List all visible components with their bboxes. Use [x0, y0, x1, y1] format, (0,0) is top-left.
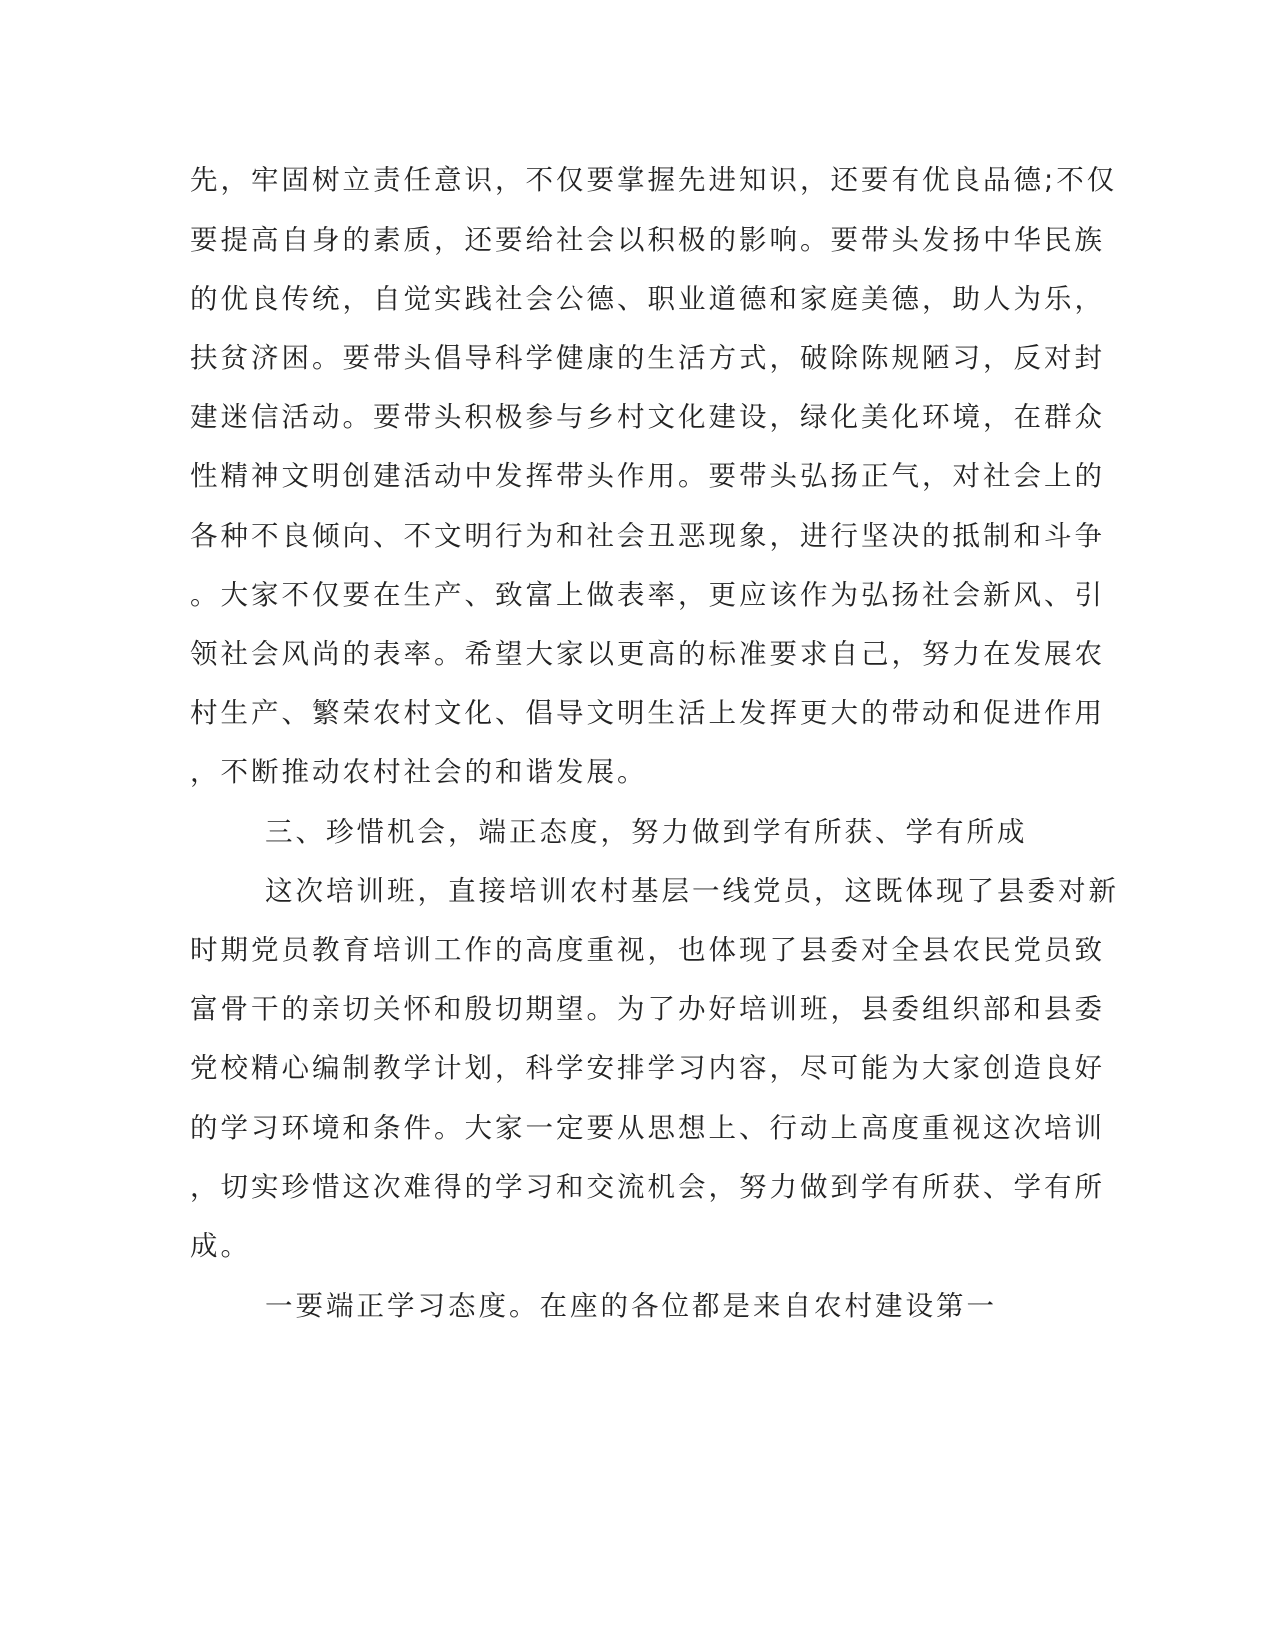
- text-line: 时期党员教育培训工作的高度重视，也体现了县委对全县农民党员致: [190, 934, 1105, 966]
- text-line: 要提高自身的素质，还要给社会以积极的影响。要带头发扬中华民族: [190, 224, 1105, 256]
- text-line: 村生产、繁荣农村文化、倡导文明生活上发挥更大的带动和促进作用: [190, 697, 1105, 729]
- text-line: 成。: [190, 1230, 251, 1262]
- text-line: 的学习环境和条件。大家一定要从思想上、行动上高度重视这次培训: [190, 1112, 1105, 1144]
- text-line: 这次培训班，直接培训农村基层一线党员，这既体现了县委对新: [265, 875, 1119, 907]
- text-line: 扶贫济困。要带头倡导科学健康的生活方式，破除陈规陋习，反对封: [190, 342, 1105, 374]
- text-line: 先，牢固树立责任意识，不仅要掌握先进知识，还要有优良品德;不仅: [190, 164, 1118, 196]
- text-line: 一要端正学习态度。在座的各位都是来自农村建设第一: [265, 1290, 997, 1322]
- text-line: 领社会风尚的表率。希望大家以更高的标准要求自己，努力在发展农: [190, 638, 1105, 670]
- text-line: 富骨干的亲切关怀和殷切期望。为了办好培训班，县委组织部和县委: [190, 993, 1105, 1025]
- text-line: 性精神文明创建活动中发挥带头作用。要带头弘扬正气，对社会上的: [190, 460, 1105, 492]
- text-line: 各种不良倾向、不文明行为和社会丑恶现象，进行坚决的抵制和斗争: [190, 520, 1105, 552]
- text-line: ，切实珍惜这次难得的学习和交流机会，努力做到学有所获、学有所: [190, 1171, 1105, 1203]
- section-heading: 三、珍惜机会，端正态度，努力做到学有所获、学有所成: [265, 816, 1028, 848]
- text-line: ，不断推动农村社会的和谐发展。: [190, 756, 648, 788]
- text-line: 党校精心编制教学计划，科学安排学习内容，尽可能为大家创造良好: [190, 1052, 1105, 1084]
- text-line: 的优良传统，自觉实践社会公德、职业道德和家庭美德，助人为乐，: [190, 283, 1105, 315]
- text-line: 。大家不仅要在生产、致富上做表率，更应该作为弘扬社会新风、引: [190, 579, 1105, 611]
- text-line: 建迷信活动。要带头积极参与乡村文化建设，绿化美化环境，在群众: [190, 401, 1105, 433]
